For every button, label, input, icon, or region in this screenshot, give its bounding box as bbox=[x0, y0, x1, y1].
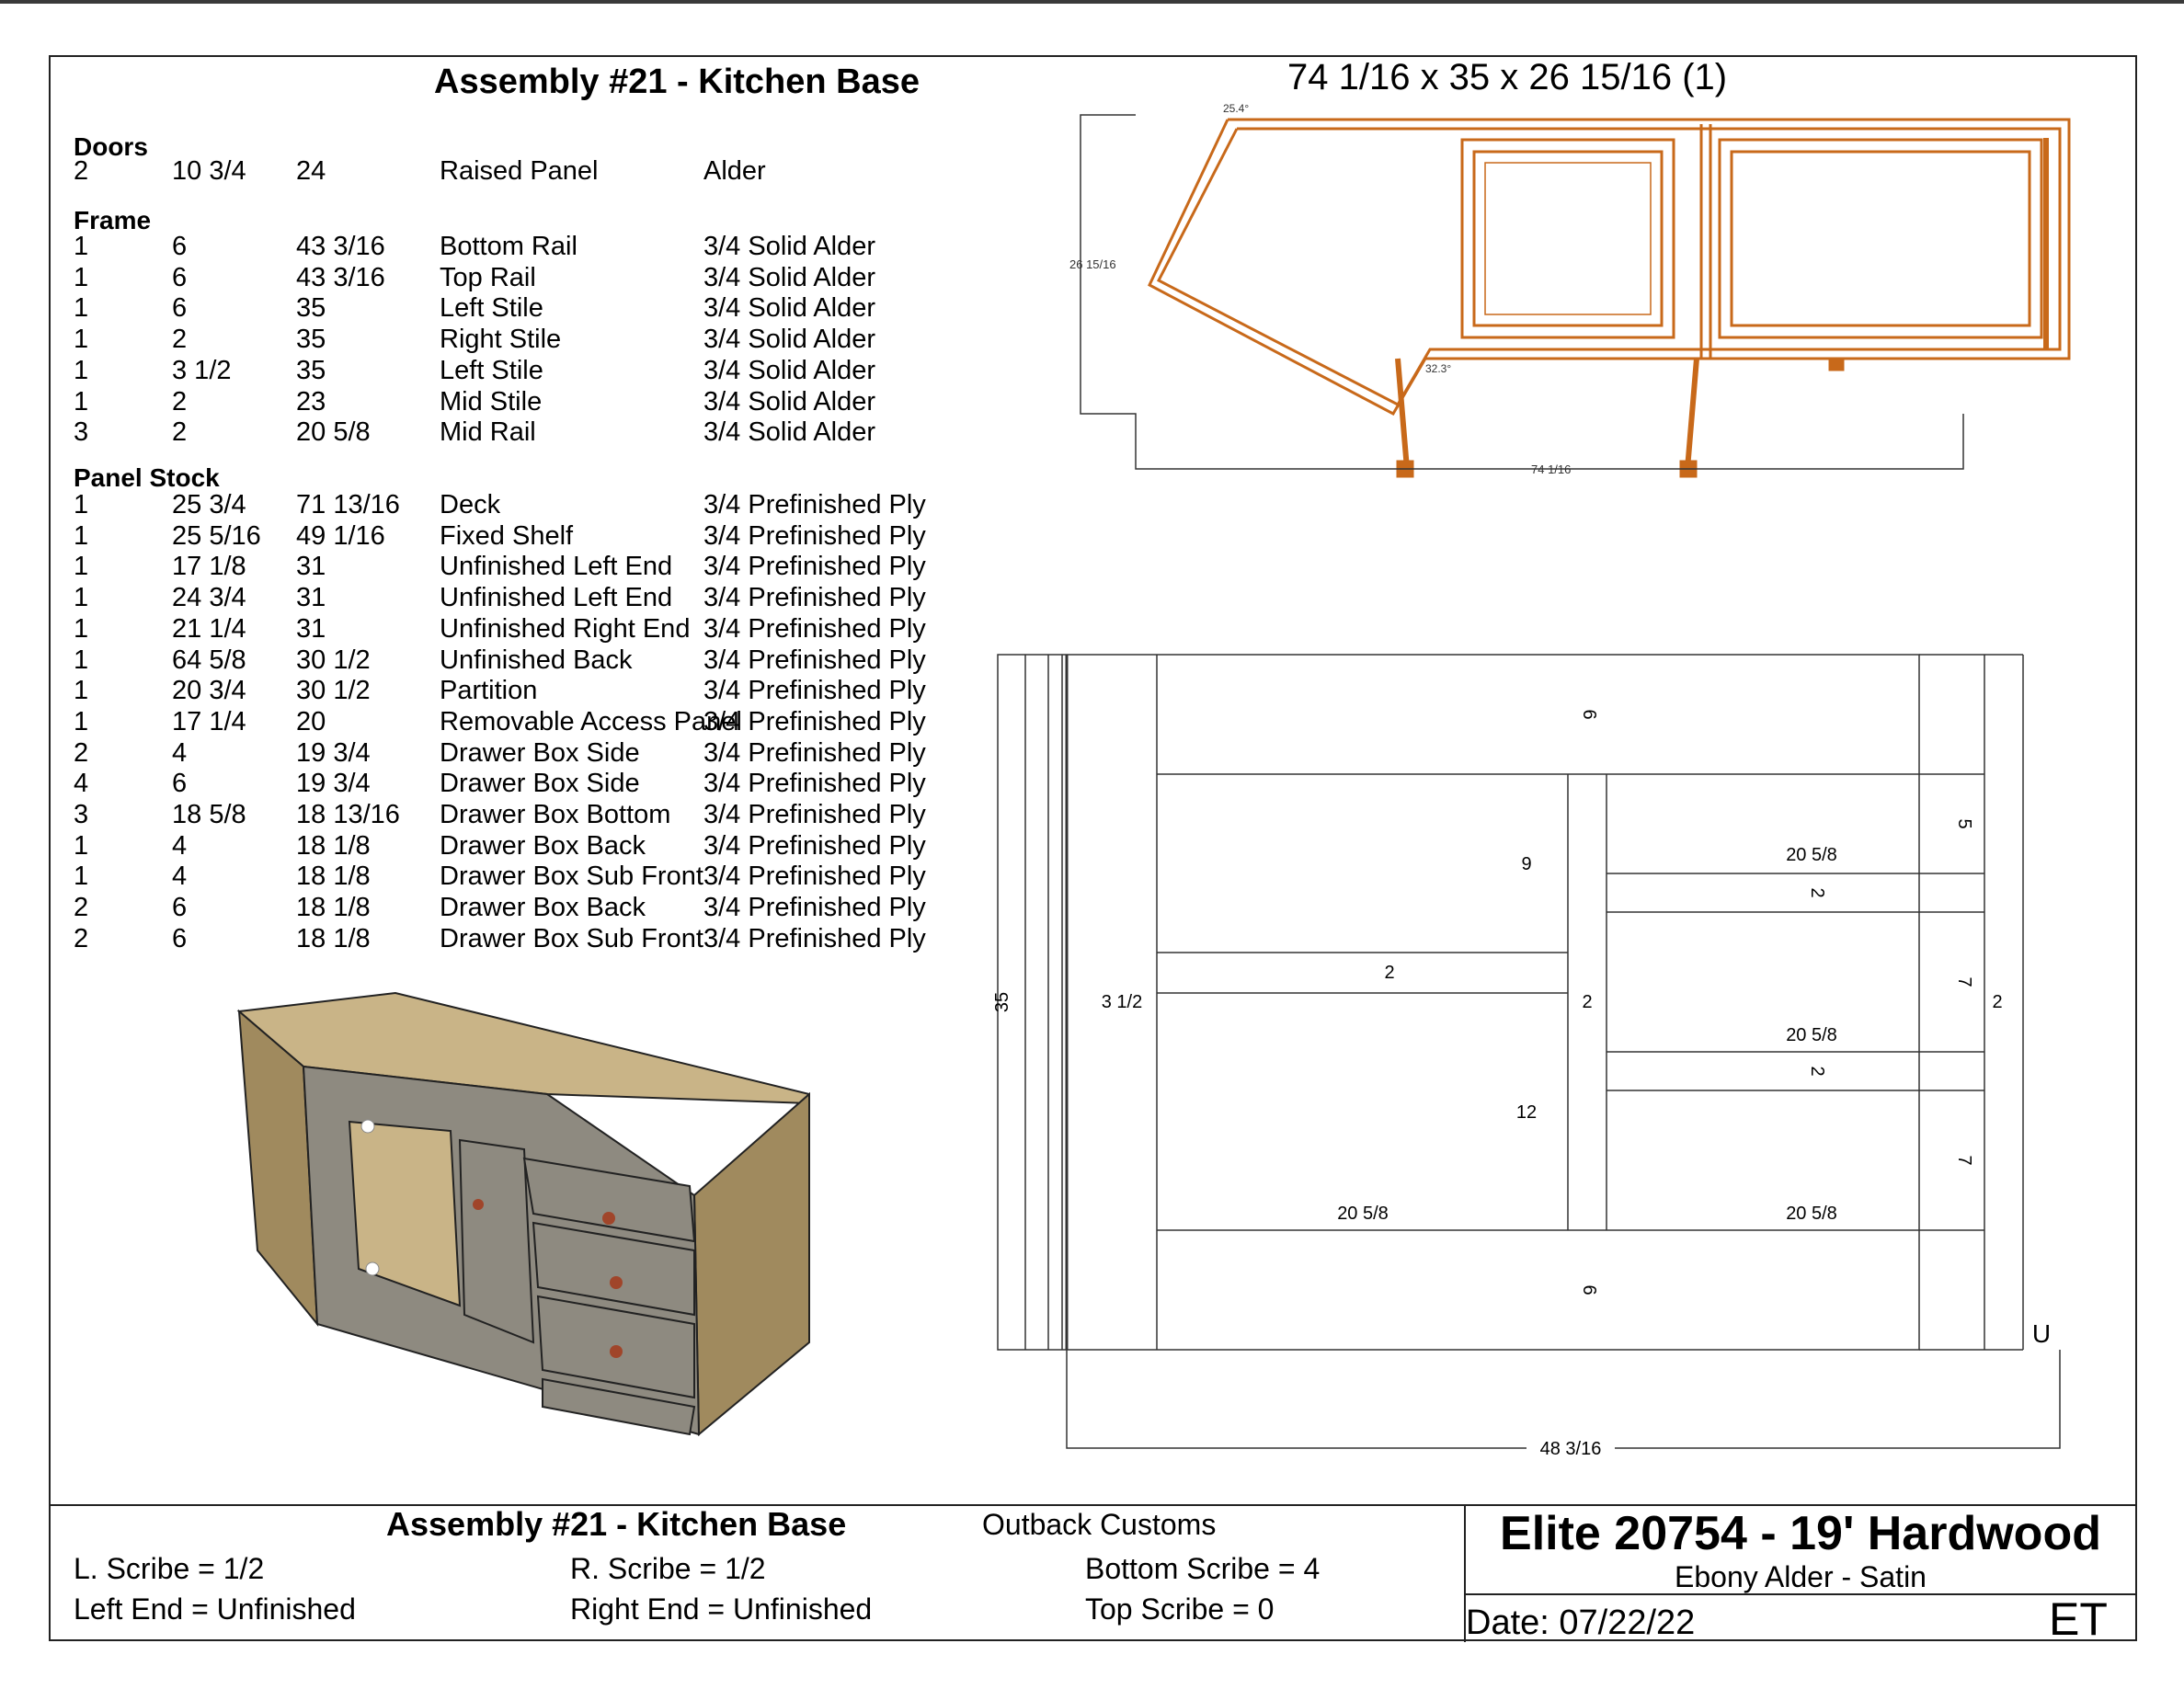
cell-qty: 3 bbox=[74, 800, 89, 829]
cell-qty: 4 bbox=[74, 769, 89, 799]
cell-part: Drawer Box Bottom bbox=[440, 800, 671, 829]
cell-material: 3/4 Prefinished Ply bbox=[703, 862, 926, 892]
plan-depth-label: 26 15/16 bbox=[1069, 257, 1116, 271]
cell-width: 3 1/2 bbox=[172, 355, 232, 385]
cell-length: 49 1/16 bbox=[296, 520, 385, 551]
right-width-3: 20 5/8 bbox=[1786, 1204, 1837, 1224]
cell-length: 18 13/16 bbox=[296, 800, 400, 829]
cell-length: 43 3/16 bbox=[296, 232, 385, 261]
finish-name: Ebony Alder - Satin bbox=[1675, 1560, 1927, 1593]
cell-width: 2 bbox=[172, 325, 188, 355]
cell-length: 23 bbox=[296, 386, 326, 417]
cell-part: Unfinished Right End bbox=[440, 613, 691, 644]
cell-part: Bottom Rail bbox=[440, 232, 577, 261]
cell-length: 24 bbox=[296, 156, 326, 186]
cell-part: Partition bbox=[440, 676, 538, 706]
cell-width: 24 3/4 bbox=[172, 583, 246, 613]
cell-material: 3/4 Solid Alder bbox=[703, 386, 876, 417]
cell-part: Right Stile bbox=[440, 325, 562, 355]
cell-part: Mid Rail bbox=[440, 417, 536, 448]
cell-material: 3/4 Prefinished Ply bbox=[703, 769, 926, 799]
cell-length: 43 3/16 bbox=[296, 262, 385, 292]
left-scribe: L. Scribe = 1/2 bbox=[74, 1552, 265, 1585]
cell-part: Drawer Box Back bbox=[440, 893, 646, 923]
cell-material: 3/4 Prefinished Ply bbox=[703, 800, 926, 829]
cell-material: 3/4 Solid Alder bbox=[703, 262, 876, 292]
cell-part: Raised Panel bbox=[440, 156, 599, 186]
cell-material: 3/4 Prefinished Ply bbox=[703, 737, 926, 768]
cell-material: 3/4 Prefinished Ply bbox=[703, 676, 926, 706]
cell-length: 19 3/4 bbox=[296, 737, 371, 768]
cell-length: 35 bbox=[296, 325, 326, 355]
left-stile-width: 3 1/2 bbox=[1101, 992, 1143, 1012]
unfinished-marker: U bbox=[2031, 1319, 2052, 1348]
elevation-view bbox=[984, 644, 2087, 1471]
cell-width: 6 bbox=[172, 262, 188, 292]
drawing-date: Date: 07/22/22 bbox=[1466, 1603, 1696, 1642]
cell-width: 6 bbox=[172, 232, 188, 261]
cell-qty: 1 bbox=[74, 583, 89, 613]
cell-material: 3/4 Prefinished Ply bbox=[703, 893, 926, 923]
cell-width: 25 5/16 bbox=[172, 520, 261, 551]
cell-width: 10 3/4 bbox=[172, 156, 246, 186]
cell-length: 31 bbox=[296, 583, 326, 613]
cell-part: Removable Access Panel bbox=[440, 706, 742, 736]
cell-length: 18 1/8 bbox=[296, 862, 371, 892]
right-drawer-mid: 7 bbox=[1954, 976, 1974, 987]
cell-width: 20 3/4 bbox=[172, 676, 246, 706]
cell-width: 2 bbox=[172, 386, 188, 417]
cell-material: 3/4 Prefinished Ply bbox=[703, 706, 926, 736]
cell-qty: 1 bbox=[74, 830, 89, 861]
cell-length: 30 1/2 bbox=[296, 676, 371, 706]
cell-part: Drawer Box Side bbox=[440, 769, 640, 799]
cell-part: Deck bbox=[440, 490, 501, 519]
cell-part: Left Stile bbox=[440, 293, 543, 324]
cell-part: Drawer Box Sub Front bbox=[440, 862, 703, 892]
plan-width-label: 74 1/16 bbox=[1531, 462, 1572, 476]
cell-width: 64 5/8 bbox=[172, 645, 246, 675]
cell-width: 4 bbox=[172, 737, 188, 768]
cell-length: 20 bbox=[296, 706, 326, 736]
cell-qty: 1 bbox=[74, 355, 89, 385]
cell-part: Drawer Box Back bbox=[440, 830, 646, 861]
section-header: Frame bbox=[74, 206, 152, 234]
top-scribe: Top Scribe = 0 bbox=[1085, 1592, 1275, 1626]
bottom-rail-height: 6 bbox=[1579, 1284, 1599, 1295]
cell-part: Left Stile bbox=[440, 355, 543, 385]
cell-width: 6 bbox=[172, 769, 188, 799]
cell-length: 31 bbox=[296, 552, 326, 582]
plan-left-box bbox=[1462, 140, 1674, 337]
cell-qty: 2 bbox=[74, 893, 89, 923]
cell-material: 3/4 Prefinished Ply bbox=[703, 552, 926, 582]
cell-length: 18 1/8 bbox=[296, 893, 371, 923]
cell-qty: 1 bbox=[74, 232, 89, 261]
date-divider bbox=[1464, 1593, 2137, 1595]
plan-angle-top: 25.4° bbox=[1223, 102, 1250, 115]
cell-width: 25 3/4 bbox=[172, 490, 246, 519]
cell-qty: 2 bbox=[74, 737, 89, 768]
cell-length: 71 13/16 bbox=[296, 490, 400, 519]
cell-material: 3/4 Prefinished Ply bbox=[703, 830, 926, 861]
cell-width: 4 bbox=[172, 830, 188, 861]
cell-width: 6 bbox=[172, 923, 188, 953]
cell-material: 3/4 Solid Alder bbox=[703, 355, 876, 385]
cell-qty: 1 bbox=[74, 386, 89, 417]
cell-width: 4 bbox=[172, 862, 188, 892]
cell-material: 3/4 Solid Alder bbox=[703, 417, 876, 448]
cell-qty: 2 bbox=[74, 923, 89, 953]
window-top-bar bbox=[0, 0, 2184, 4]
right-end: Right End = Unfinished bbox=[570, 1592, 873, 1626]
upper-left-opening: 9 bbox=[1521, 854, 1532, 874]
cell-qty: 1 bbox=[74, 325, 89, 355]
job-name: Elite 20754 - 19' Hardwood bbox=[1500, 1507, 2101, 1560]
cell-qty: 1 bbox=[74, 862, 89, 892]
cell-length: 19 3/4 bbox=[296, 769, 371, 799]
plan-outline bbox=[1149, 120, 2069, 414]
right-scribe: R. Scribe = 1/2 bbox=[570, 1552, 766, 1585]
cell-part: Unfinished Left End bbox=[440, 552, 673, 582]
overall-dimensions: 74 1/16 x 35 x 26 15/16 (1) bbox=[1287, 57, 1728, 97]
right-width-1: 20 5/8 bbox=[1786, 845, 1837, 865]
cell-width: 21 1/4 bbox=[172, 613, 246, 644]
right-drawer-bottom: 7 bbox=[1954, 1155, 1974, 1166]
cell-material: 3/4 Prefinished Ply bbox=[703, 923, 926, 953]
left-opening-width: 20 5/8 bbox=[1337, 1204, 1389, 1224]
right-drawer-top: 5 bbox=[1954, 818, 1974, 829]
cell-part: Top Rail bbox=[440, 262, 536, 292]
cell-length: 18 1/8 bbox=[296, 830, 371, 861]
cell-length: 31 bbox=[296, 613, 326, 644]
cell-width: 6 bbox=[172, 893, 188, 923]
cell-qty: 1 bbox=[74, 645, 89, 675]
cell-material: 3/4 Solid Alder bbox=[703, 293, 876, 324]
company-name: Outback Customs bbox=[982, 1508, 1217, 1541]
cell-length: 20 5/8 bbox=[296, 417, 371, 448]
right-rail-1: 2 bbox=[1807, 887, 1827, 898]
cell-qty: 2 bbox=[74, 156, 89, 186]
cell-width: 17 1/4 bbox=[172, 706, 246, 736]
cell-length: 35 bbox=[296, 355, 326, 385]
left-mid-rail: 2 bbox=[1384, 963, 1395, 983]
cell-length: 18 1/8 bbox=[296, 923, 371, 953]
cell-width: 17 1/8 bbox=[172, 552, 246, 582]
bottom-scribe: Bottom Scribe = 4 bbox=[1085, 1552, 1321, 1585]
cell-qty: 1 bbox=[74, 490, 89, 519]
cell-length: 35 bbox=[296, 293, 326, 324]
cell-material: 3/4 Prefinished Ply bbox=[703, 645, 926, 675]
cell-width: 6 bbox=[172, 293, 188, 324]
section-header: Doors bbox=[74, 132, 148, 161]
mid-stile-width: 2 bbox=[1582, 992, 1593, 1012]
cell-material: 3/4 Prefinished Ply bbox=[703, 490, 926, 519]
cabinet-3d-render bbox=[230, 975, 828, 1453]
cell-part: Mid Stile bbox=[440, 386, 543, 417]
cell-qty: 1 bbox=[74, 552, 89, 582]
cell-material: 3/4 Solid Alder bbox=[703, 325, 876, 355]
plan-angle-mid: 32.3° bbox=[1425, 362, 1452, 375]
right-stile-width: 2 bbox=[1992, 992, 2003, 1012]
footer-assembly-title: Assembly #21 - Kitchen Base bbox=[386, 1505, 847, 1543]
cell-qty: 1 bbox=[74, 262, 89, 292]
cell-part: Unfinished Back bbox=[440, 645, 633, 675]
cell-qty: 1 bbox=[74, 520, 89, 551]
cell-qty: 3 bbox=[74, 417, 89, 448]
section-header: Panel Stock bbox=[74, 463, 220, 492]
right-rail-2: 2 bbox=[1807, 1066, 1827, 1077]
left-end: Left End = Unfinished bbox=[74, 1592, 356, 1626]
cell-material: Alder bbox=[703, 156, 766, 186]
cell-part: Drawer Box Sub Front bbox=[440, 923, 703, 953]
lower-left-opening: 12 bbox=[1515, 1102, 1538, 1123]
cell-material: 3/4 Solid Alder bbox=[703, 232, 876, 261]
elevation-width: 48 3/16 bbox=[1539, 1439, 1602, 1459]
cell-width: 18 5/8 bbox=[172, 800, 246, 829]
cell-material: 3/4 Prefinished Ply bbox=[703, 613, 926, 644]
top-rail-height: 6 bbox=[1579, 709, 1599, 720]
cell-part: Unfinished Left End bbox=[440, 583, 673, 613]
cell-material: 3/4 Prefinished Ply bbox=[703, 520, 926, 551]
cell-qty: 1 bbox=[74, 676, 89, 706]
cell-material: 3/4 Prefinished Ply bbox=[703, 583, 926, 613]
cell-part: Fixed Shelf bbox=[440, 520, 574, 551]
cell-qty: 1 bbox=[74, 706, 89, 736]
right-width-2: 20 5/8 bbox=[1786, 1025, 1837, 1045]
plan-view bbox=[1067, 101, 1986, 487]
cell-qty: 1 bbox=[74, 613, 89, 644]
cell-qty: 1 bbox=[74, 293, 89, 324]
drafter-initials: ET bbox=[2049, 1593, 2108, 1645]
elevation-height: 35 bbox=[992, 991, 1012, 1013]
assembly-title: Assembly #21 - Kitchen Base bbox=[434, 63, 920, 101]
cell-part: Drawer Box Side bbox=[440, 737, 640, 768]
cell-length: 30 1/2 bbox=[296, 645, 371, 675]
cell-width: 2 bbox=[172, 417, 188, 448]
